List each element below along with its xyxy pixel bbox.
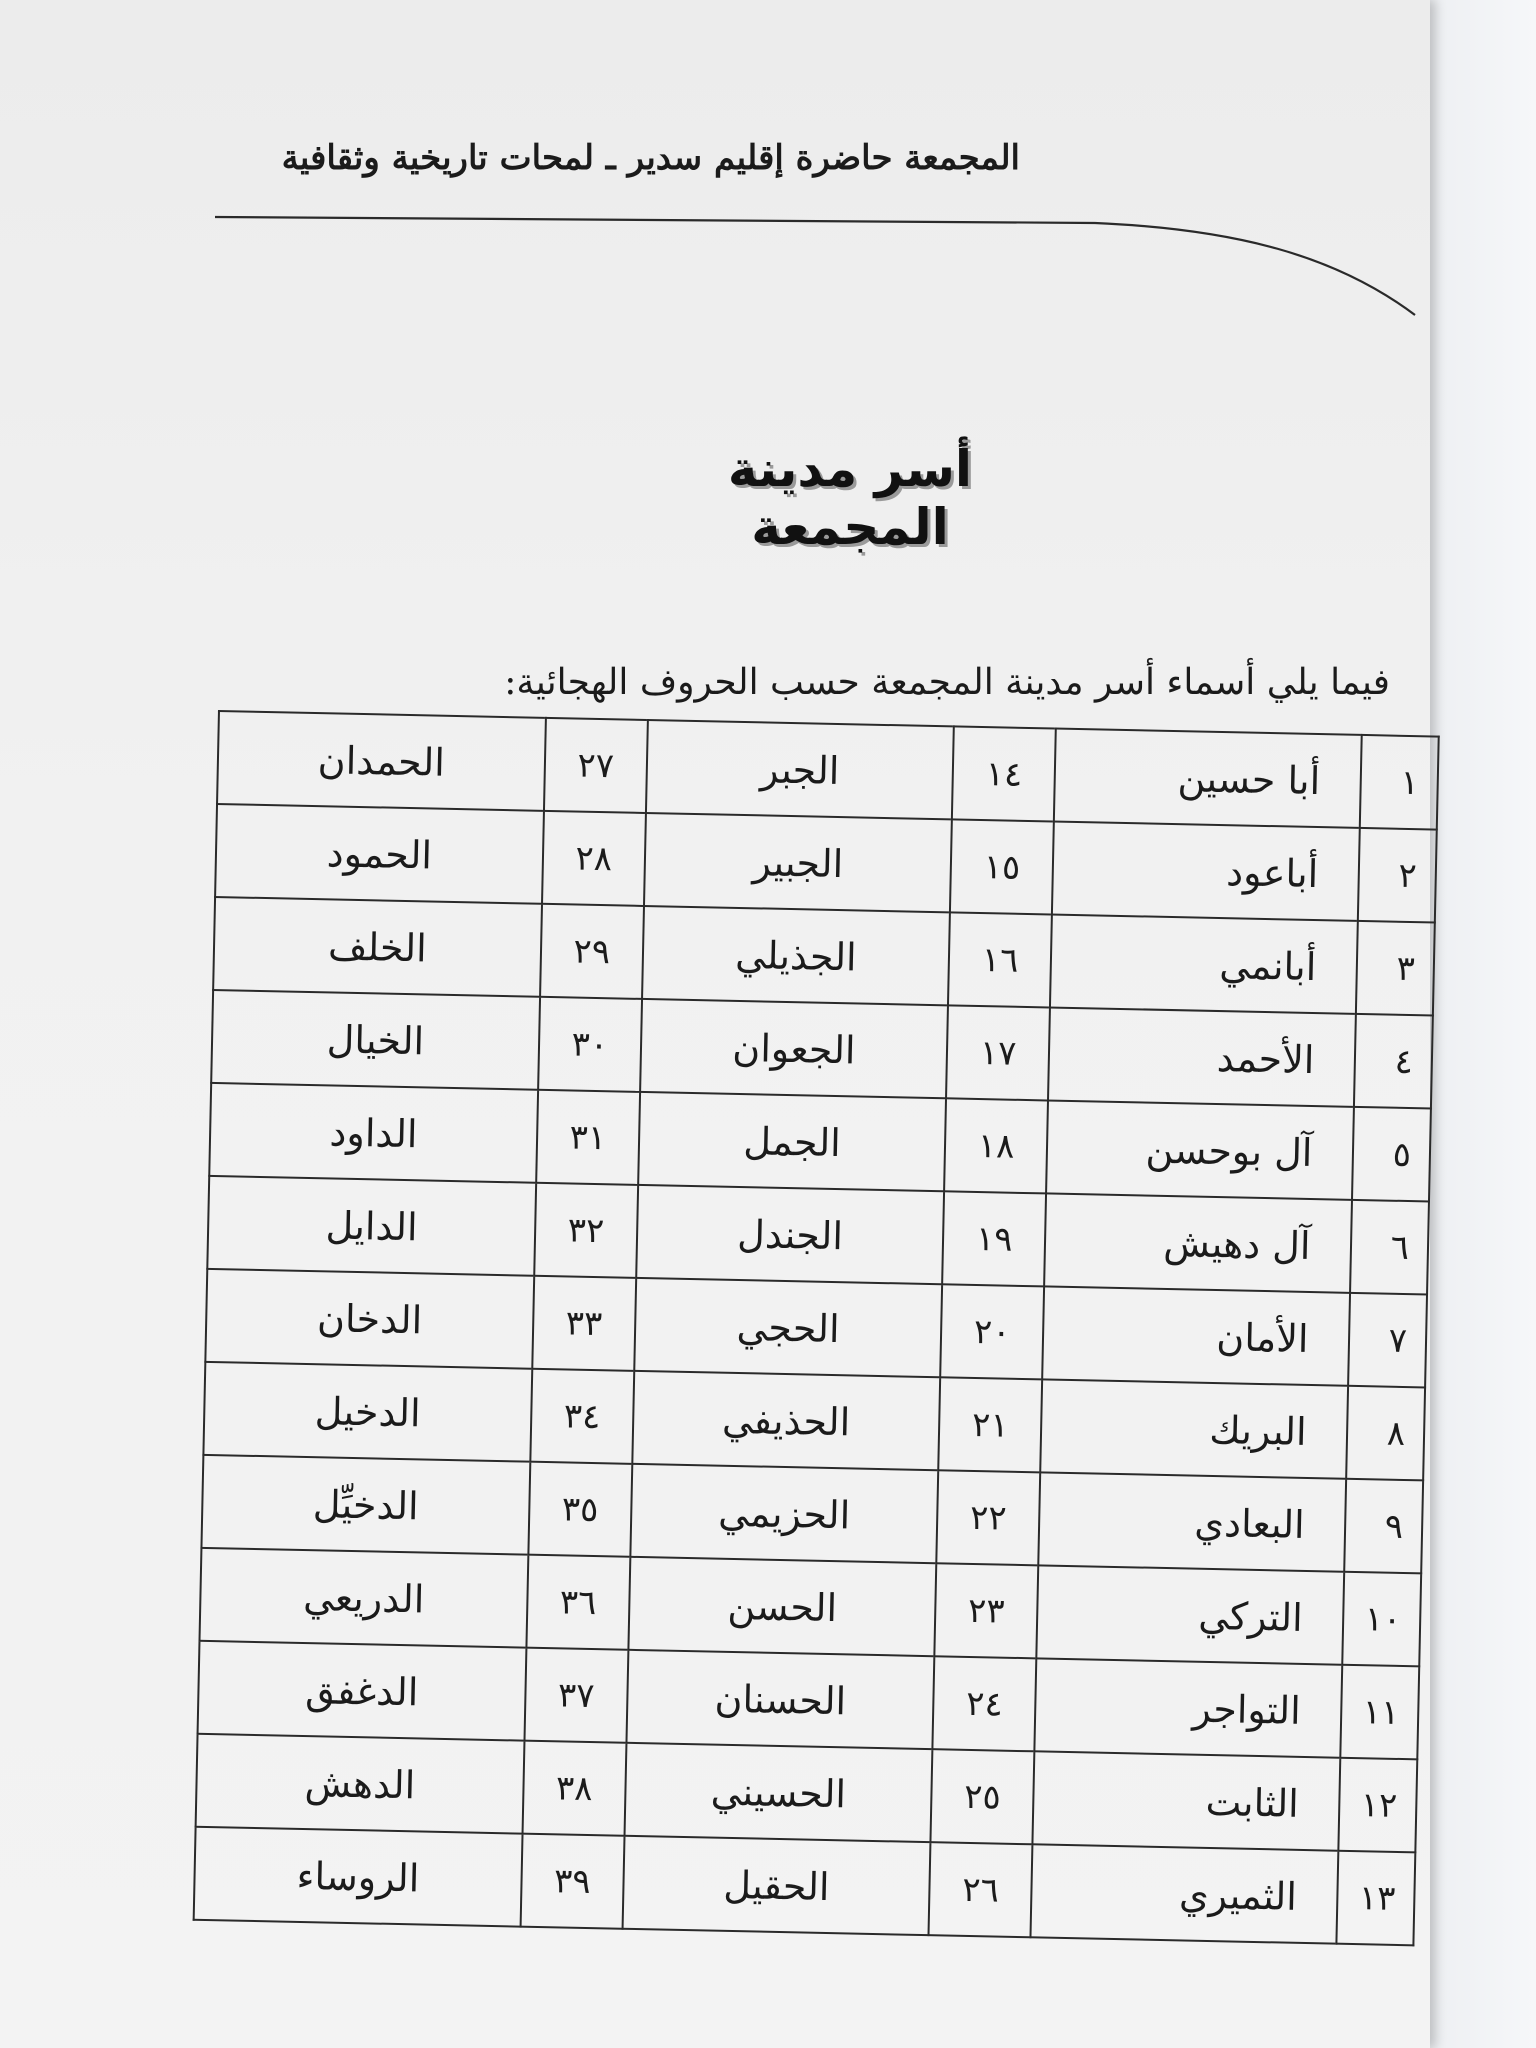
family-number: ٣٩: [520, 1834, 624, 1929]
family-name: الحمود: [215, 804, 544, 904]
family-name: الجمل: [638, 1092, 946, 1191]
family-number: ٦: [1350, 1200, 1428, 1295]
family-number: ٣٣: [532, 1276, 636, 1371]
family-number: ٣٨: [522, 1741, 626, 1836]
family-number: ١٥: [950, 819, 1054, 914]
family-name: أبا حسين: [1054, 729, 1362, 828]
family-name: الخيال: [211, 990, 540, 1090]
family-number: ٩: [1345, 1479, 1423, 1574]
family-name: الروساء: [194, 1827, 523, 1927]
family-number: ٢٢: [936, 1470, 1040, 1565]
family-name: الأحمد: [1048, 1007, 1356, 1106]
header-rule: [215, 205, 1430, 325]
family-number: ١: [1360, 735, 1438, 830]
family-number: ٧: [1349, 1293, 1427, 1388]
family-name: الثميري: [1031, 1844, 1339, 1943]
family-name: الدخان: [205, 1269, 534, 1369]
family-name: الجعوان: [640, 999, 948, 1098]
families-table: [193, 710, 1440, 1946]
family-name: الجذيلي: [642, 906, 950, 1005]
family-name: الأمان: [1042, 1286, 1350, 1385]
family-number: ٣٥: [528, 1462, 632, 1557]
family-number: ١٩: [942, 1191, 1046, 1286]
family-name: الخلف: [213, 897, 542, 997]
table-body: [194, 711, 1439, 1945]
family-number: ١٨: [944, 1098, 1048, 1193]
family-name: الدخيِّل: [201, 1455, 530, 1555]
family-number: ٣٦: [526, 1555, 630, 1650]
family-number: ٣٢: [534, 1183, 638, 1278]
family-name: أبانمي: [1050, 915, 1358, 1014]
family-number: ١١: [1341, 1665, 1419, 1760]
family-name: التركي: [1036, 1565, 1344, 1664]
family-name: الحزيمي: [630, 1464, 938, 1563]
family-number: ٢٠: [940, 1284, 1044, 1379]
family-number: ٢٧: [544, 718, 648, 813]
family-name: الحجي: [634, 1278, 942, 1377]
family-name: الحسنان: [626, 1650, 934, 1749]
family-name: الحسيني: [624, 1743, 932, 1842]
family-number: ٤: [1354, 1014, 1432, 1109]
intro-text: فيما يلي أسماء أسر مدينة المجمعة حسب الحروف الهجائية:: [504, 662, 1390, 703]
family-number: ١٤: [952, 726, 1056, 821]
family-name: الحقيل: [622, 1836, 930, 1935]
family-name: الدغفق: [198, 1641, 527, 1741]
family-name: التواجر: [1035, 1658, 1343, 1757]
family-number: ٢٥: [931, 1749, 1035, 1844]
page-title: أسر مدينة المجمعة: [727, 440, 973, 556]
family-name: الدخيل: [203, 1362, 532, 1462]
family-name: آل دهيش: [1044, 1193, 1352, 1292]
family-number: ٣١: [536, 1090, 640, 1185]
family-name: آل بوحسن: [1046, 1100, 1354, 1199]
family-number: ١٢: [1339, 1758, 1417, 1853]
family-name: الدهش: [196, 1734, 525, 1834]
family-number: ٢٨: [542, 811, 646, 906]
family-number: ٢٦: [929, 1842, 1033, 1937]
family-name: الجبير: [644, 813, 952, 912]
family-number: ٣: [1356, 921, 1434, 1016]
family-number: ١٣: [1337, 1851, 1415, 1946]
family-name: الدايل: [207, 1176, 536, 1276]
family-name: الحذيفي: [632, 1371, 940, 1470]
family-number: ٢: [1358, 828, 1436, 923]
family-name: البعادي: [1038, 1472, 1346, 1571]
family-name: الحسن: [628, 1557, 936, 1656]
family-number: ٢٩: [540, 904, 644, 999]
family-name: الدريعي: [200, 1548, 529, 1648]
family-number: ٣٧: [524, 1648, 628, 1743]
family-number: ٢٤: [932, 1656, 1036, 1751]
family-name: الجبر: [646, 720, 954, 819]
family-name: أباعود: [1052, 822, 1360, 921]
family-number: ١٠: [1343, 1572, 1421, 1667]
family-name: الداود: [209, 1083, 538, 1183]
family-name: الحمدان: [217, 711, 546, 811]
running-header: المجمعة حاضرة إقليم سدير ـ لمحات تاريخية وثقافية: [281, 138, 1020, 178]
family-number: ٢٣: [934, 1563, 1038, 1658]
family-name: الجندل: [636, 1185, 944, 1284]
family-number: ٢١: [938, 1377, 1042, 1472]
family-number: ١٦: [948, 912, 1052, 1007]
family-name: البريك: [1040, 1379, 1348, 1478]
family-name: الثابت: [1033, 1751, 1341, 1850]
family-number: ١٧: [946, 1005, 1050, 1100]
family-number: ٣٠: [538, 997, 642, 1092]
family-number: ٨: [1347, 1386, 1425, 1481]
family-number: ٥: [1352, 1107, 1430, 1202]
family-number: ٣٤: [530, 1369, 634, 1464]
